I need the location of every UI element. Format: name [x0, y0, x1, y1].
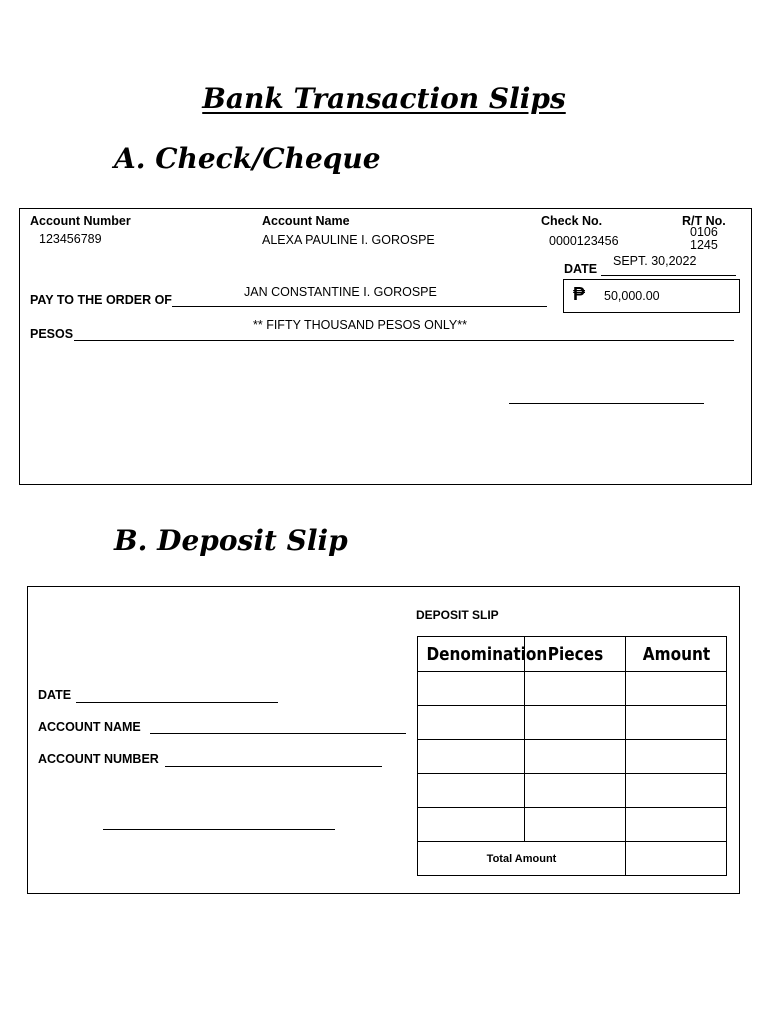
table-header-row	[418, 637, 727, 672]
table-cell[interactable]	[418, 706, 525, 740]
table-cell[interactable]	[525, 774, 626, 808]
check-amount-box	[563, 279, 740, 313]
account-name-value: ALEXA PAULINE I. GOROSPE	[262, 233, 435, 247]
table-row	[418, 740, 727, 774]
amount-in-words: ** FIFTY THOUSAND PESOS ONLY**	[253, 318, 467, 332]
check-signature-line	[509, 403, 704, 404]
deposit-slip-label: DEPOSIT SLIP	[416, 608, 499, 622]
table-cell[interactable]	[626, 740, 727, 774]
deposit-date-line	[76, 702, 278, 703]
account-number-value: 123456789	[39, 232, 102, 246]
table-cell[interactable]	[626, 672, 727, 706]
deposit-date-label: DATE	[38, 688, 72, 702]
table-cell[interactable]	[418, 740, 525, 774]
check-no-value: 0000123456	[549, 234, 619, 248]
column-header-pieces: Pieces	[532, 637, 618, 672]
pesos-label: PESOS	[30, 327, 74, 341]
column-header-denomination: Denomination	[426, 637, 517, 672]
table-cell[interactable]	[626, 774, 727, 808]
rt-no-line2: 1245	[690, 238, 718, 252]
denomination-table	[417, 636, 727, 876]
deposit-account-number-line	[165, 766, 382, 767]
total-amount-label: Total Amount	[418, 842, 626, 876]
check-form	[19, 208, 752, 485]
deposit-account-name-label: ACCOUNT NAME	[38, 720, 141, 734]
table-cell[interactable]	[525, 706, 626, 740]
column-header-amount: Amount	[633, 637, 719, 672]
table-cell[interactable]	[418, 808, 525, 842]
account-name-label: Account Name	[262, 214, 350, 228]
check-date-label: DATE	[564, 262, 598, 276]
deposit-section-heading: B. Deposit Slip	[114, 524, 348, 557]
table-row	[418, 672, 727, 706]
table-row	[418, 706, 727, 740]
check-amount-value: 50,000.00	[604, 289, 660, 303]
table-row	[418, 808, 727, 842]
deposit-signature-line	[103, 829, 335, 830]
table-cell[interactable]	[626, 808, 727, 842]
table-cell[interactable]	[525, 740, 626, 774]
peso-sign-icon: ₱	[573, 284, 586, 304]
deposit-account-name-line	[150, 733, 406, 734]
check-date-value: SEPT. 30,2022	[613, 254, 697, 268]
table-cell[interactable]	[525, 808, 626, 842]
pesos-line	[74, 340, 734, 341]
pay-to-label: PAY TO THE ORDER OF	[30, 293, 172, 307]
rt-no-label: R/T No.	[682, 214, 726, 228]
table-cell[interactable]	[418, 672, 525, 706]
check-date-line	[601, 275, 736, 276]
check-no-label: Check No.	[541, 214, 603, 228]
table-row	[418, 774, 727, 808]
payee-value: JAN CONSTANTINE I. GOROSPE	[244, 285, 437, 299]
total-amount-cell[interactable]	[626, 842, 727, 876]
rt-no-line1: 0106	[690, 225, 718, 239]
pay-to-line	[172, 306, 547, 307]
account-number-label: Account Number	[30, 214, 131, 228]
page-title: Bank Transaction Slips	[202, 82, 566, 115]
total-row	[418, 842, 727, 876]
table-cell[interactable]	[525, 672, 626, 706]
table-cell[interactable]	[418, 774, 525, 808]
check-section-heading: A. Check/Cheque	[114, 142, 381, 175]
table-cell[interactable]	[626, 706, 727, 740]
deposit-account-number-label: ACCOUNT NUMBER	[38, 752, 159, 766]
